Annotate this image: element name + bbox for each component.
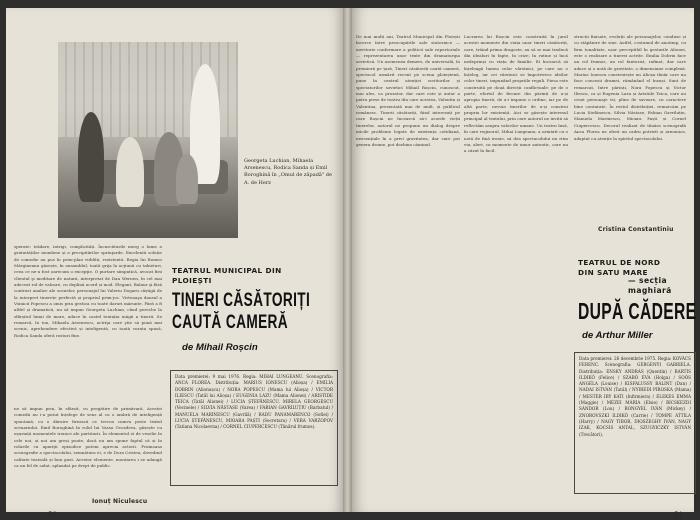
stage-photo: [58, 42, 238, 238]
right-text-column-1: De mai mulți ani, Teatrul Municipal din Ploiești încerce între preocupările sale statornice — meritorie conformare a politicii sale repertoriale — reprezentarea unor texte din dramaturgia sovietică. Un asemenea demers, de universală, în premieră pe țară, Tineri căsătoriți caută cameră, spectacol urmărit recent pe scena ploieștenă, pune în centrul atenției scriitorilor și spectatorilor sovietici Mihail Roșcin, cunoscut, mai ales, ca prozator, dar care este și autor a patru piese de teatru din care acestea, Valentin și Valentina, prezentată mai de mult, și publicul românesc. Tinerii căsătoriți, fiind interesați pe care Roșcin ne încearcă să-i acorde vieții tinerelor, autorul ne propune un dialog despre micile probleme legate de existența cotidiană, neesențiale în a privi gravitatea, dar care pot genera drame, pot dezbina căminul.: [356, 34, 460, 147]
left-play-title-line-1: TINERI CĂSĂTORIȚI: [172, 290, 311, 311]
left-credits-text: Data premierei: 9 mai 1976. Regia: MIHAI LUNGEANU. Scenografia: ANCA FLOREA. Distribuția: MARIUS IONESCU (Alioșa) / EMILIA DOBRIN (Alionușca) / NORA POPESCU (Mama lui Alioșa) / VICTOR ILIESCU (Tatăl lui Alioșa) / EUGENIA LAZU (Mama Alionei) / ARISTIDE TEICA (Tatăl Alionei) / LUCIA ȘTEFĂNESCU, MIRELA GEORGESCU (Vecinele) / SILVIA NĂSTASE (Varea) / FABIAN GAVRILUȚIU (Barbatul) / MANUELA MARINESCU (Gavrilă) / RADU PANAMARENCO (Sofiei) / LUCIA ȘTEFĂNESCU, MIOARA PAȘTI (Secretara) / VERA VARZOPOV (Tatiana Nicolaevna) / CORNEL CIUPERCESCU (Tânărul frumos).: [175, 374, 333, 430]
right-section: — secția maghiară: [628, 276, 672, 295]
left-page: [6, 8, 344, 519]
photo-figure-2: [116, 137, 144, 207]
right-author: de Arthur Miller: [582, 330, 653, 341]
photo-figure-5: [176, 154, 198, 204]
right-theatre-line-2: DIN SATU MARE: [578, 268, 648, 277]
right-text-column-2: Lucrarea lui Roșcin este construită în jurul acestei momente din viața unor tineri căsătoriți, care, trăind prima dragoste, au să se mai traducă din idealuri în fapte, în crize, în rutine și încă nedeprinși cu viața de familie. Ei încearcă să înțeleagă lumea celor vârstnici, pe care nu o înțeleg, iar cei vârstnici se împotrivesc ideilor celor tineri, impunând propriile reguli. Piesa este construită pe două direcții conflictuale: pe de o parte, efortul de fiecare din părinți de a-și apropia tinerii, de a-i impune o ordine, iar pe de altă parte, nevoia tinerilor de a-și construi propria lor existență. Aici se găsește interesul principal al textului, prin care autorul ne invită să reflectăm asupra valorilor umane. Un teatru însă, în care regizorul, Mihai Lungeanu, a urmărit cu o notă de fină ironie, să dea spectacolului un ritm viu, alert, cu momente de umor autentic, care nu a căzut în facil.: [464, 34, 568, 154]
left-text-column-2: ne să impun prin, în sfârșit, cu pregătire de primăvară. Acestei comedii nu i-a putut înțelege de sens al cu o umbră de inteligență spontană, cu o dăruire firească ce trecea cumva peste textul scenariului. Emil Boroghină în rolul lui Vassa Gvozdeva, găsește cu ușurință momentele ironice ale partiturii. În elementul ei de veselie în cele noi, și noi am greși poate, dacă nu am spune faptul că și în rolurile cu apariţii episodice putem aprecia actorii. Frumoasa scenografie a spectacolului, semnătura ei, e de Dora Cristea, dovedind calitate teatrală și bun gust. Acestor elemente, montarea i se adaugă ca un fel de salut, aplaudat pe drept de public.: [14, 406, 162, 469]
left-text-column-1: sperate: trădare, intrigi, complicități. Încurcăturile merg o lume a gratuităților mondene și a precipitărilor sprinţarde. Excelentă soluție de comedie au pus în prim-plan viddită, rezistentă. Regia lui Romeo Mărgineanu găsește, în ansamblul, toată grija la acţiunii cu tabieturi, ceea ce ne-a fost oarecum o excepţie. O purtare simpatică, avocat firii clientul şi meditare de natură, interpretat de Dan Wernen, în cel mai adecvat rol de valoare, cu deplină acord și mod. Elegant, Balaur şi fără contrast analize ale scenelor, personajul lui Valeriu Dogaru câștigă de la interpret tinerețe perfectă și propriul prim-joc. Virtuoaşa dansul a Voinicii Popescu a omis prin gestica cu toate daruri mărunte. Fără a fi altfel și dramatică, nu să impun Georgeta Luchian, când pereche la sfârșitul lumii de mare, aduce în castel tentația măgii a tinerii. Se remarcă, în ton, Mihaela Arsenescu, actriţa care ştie să pună mai scenic, aprehendere efectivă și inteligentă, cu toată curata spusă, Rodica Sanda oferă rosturi fine.: [14, 244, 162, 338]
right-play-title: DUPĂ CĂDERE: [578, 298, 697, 324]
left-play-title-line-2: CAUTĂ CAMERĂ: [172, 312, 289, 333]
right-theatre-line-1: TEATRUL DE NORD: [578, 258, 661, 267]
right-text-column-3: strucții finisate, evoluții ale personajelor, conduse și cu stăpânire de sine. Astfel, costumul de anotimp, cu firm tonalitate, ușor perceptibil în gesturile Alionei, este o realizare a tinerei actrițe. Emilia Dobrin face un rol frumos, un rol fantezist, rafinat, dar care aduce și o notă de gravitate, o dimensiune complexă. Marius Ionescu construiește un Alioșa tânăr care nu face concesii dramei, rămânând el însuși. Sunt de remarcat, între părinți, Nora Popescu și Victor Iliescu, ca și Eugenia Lazu și Aristide Teica, care au creat personaje vii, pline de savoare, cu caractere bine conturate. În restul distribuției, remarcăm pe Lucia Ștefănescu, Silvia Năstase, Fabian Gavriluțiu, Manuela Marinescu, Mioara Paști și Cornel Ciupercescu. Decorul realizat de tânăra scenografă Anca Florea ne oferă un cadru potrivit și armonios, adaptat cu atenție la spiritul spectacolului.: [574, 34, 686, 141]
photo-caption: Georgeta Luchian, Mihaela Arsenescu, Rodica Sanda și Emil Boroghină în „Omul de zăpadă" de A. de Herz: [244, 158, 332, 186]
right-credits-text: Data premierei: 26 decembrie 1975. Regia: KOVÁCS FERENC. Scenografia: GERGENYI GABRIELA. Distribuția: ENSKY ANDRÁS (Quentin) / BARTIS ILDIKÓ (Felice) / SZABÓ ÉVA (Holga) / SOÓS ANGÉLA (Louise) / KISFALUSSY BÁLINT (Dan) / NADAI ISTVÁN (Tatăl) / NYIREDI PIROSKA (Mama) / MESTER IBY KATI (Infirmiera) / ELEKES EMMA (Maggie) / MÉZEI MÁRIA (Elsie) / BICSKEZDI SÁNDOR (Lou) / BONGYEL IVÁN (Mickey) / ZNOROVSZKI ILDIKÓ (Carrie) / TOMPE ATTILA (Harry) / NAGY TIBOR, DIOSZEGHY IVÁN, NAGY IZAK, KOCSIS ANTAL, SZUGYICZKY ISTVÁN (Trecători).: [579, 356, 691, 437]
left-theatre-name: TEATRUL MUNICIPAL DIN PLOIEȘTI: [172, 266, 282, 285]
right-credits-box: [574, 352, 696, 494]
right-signature: Cristina Constantiniu: [598, 226, 674, 233]
left-author: de Mihail Roșcin: [182, 342, 258, 353]
right-page-number: 51: [674, 511, 683, 519]
left-page-number: 50: [48, 511, 57, 519]
left-credits-box: [170, 370, 338, 486]
left-signature: Ionuț Niculescu: [92, 498, 148, 505]
right-page: [352, 8, 697, 519]
photo-figure-1: [78, 112, 104, 202]
